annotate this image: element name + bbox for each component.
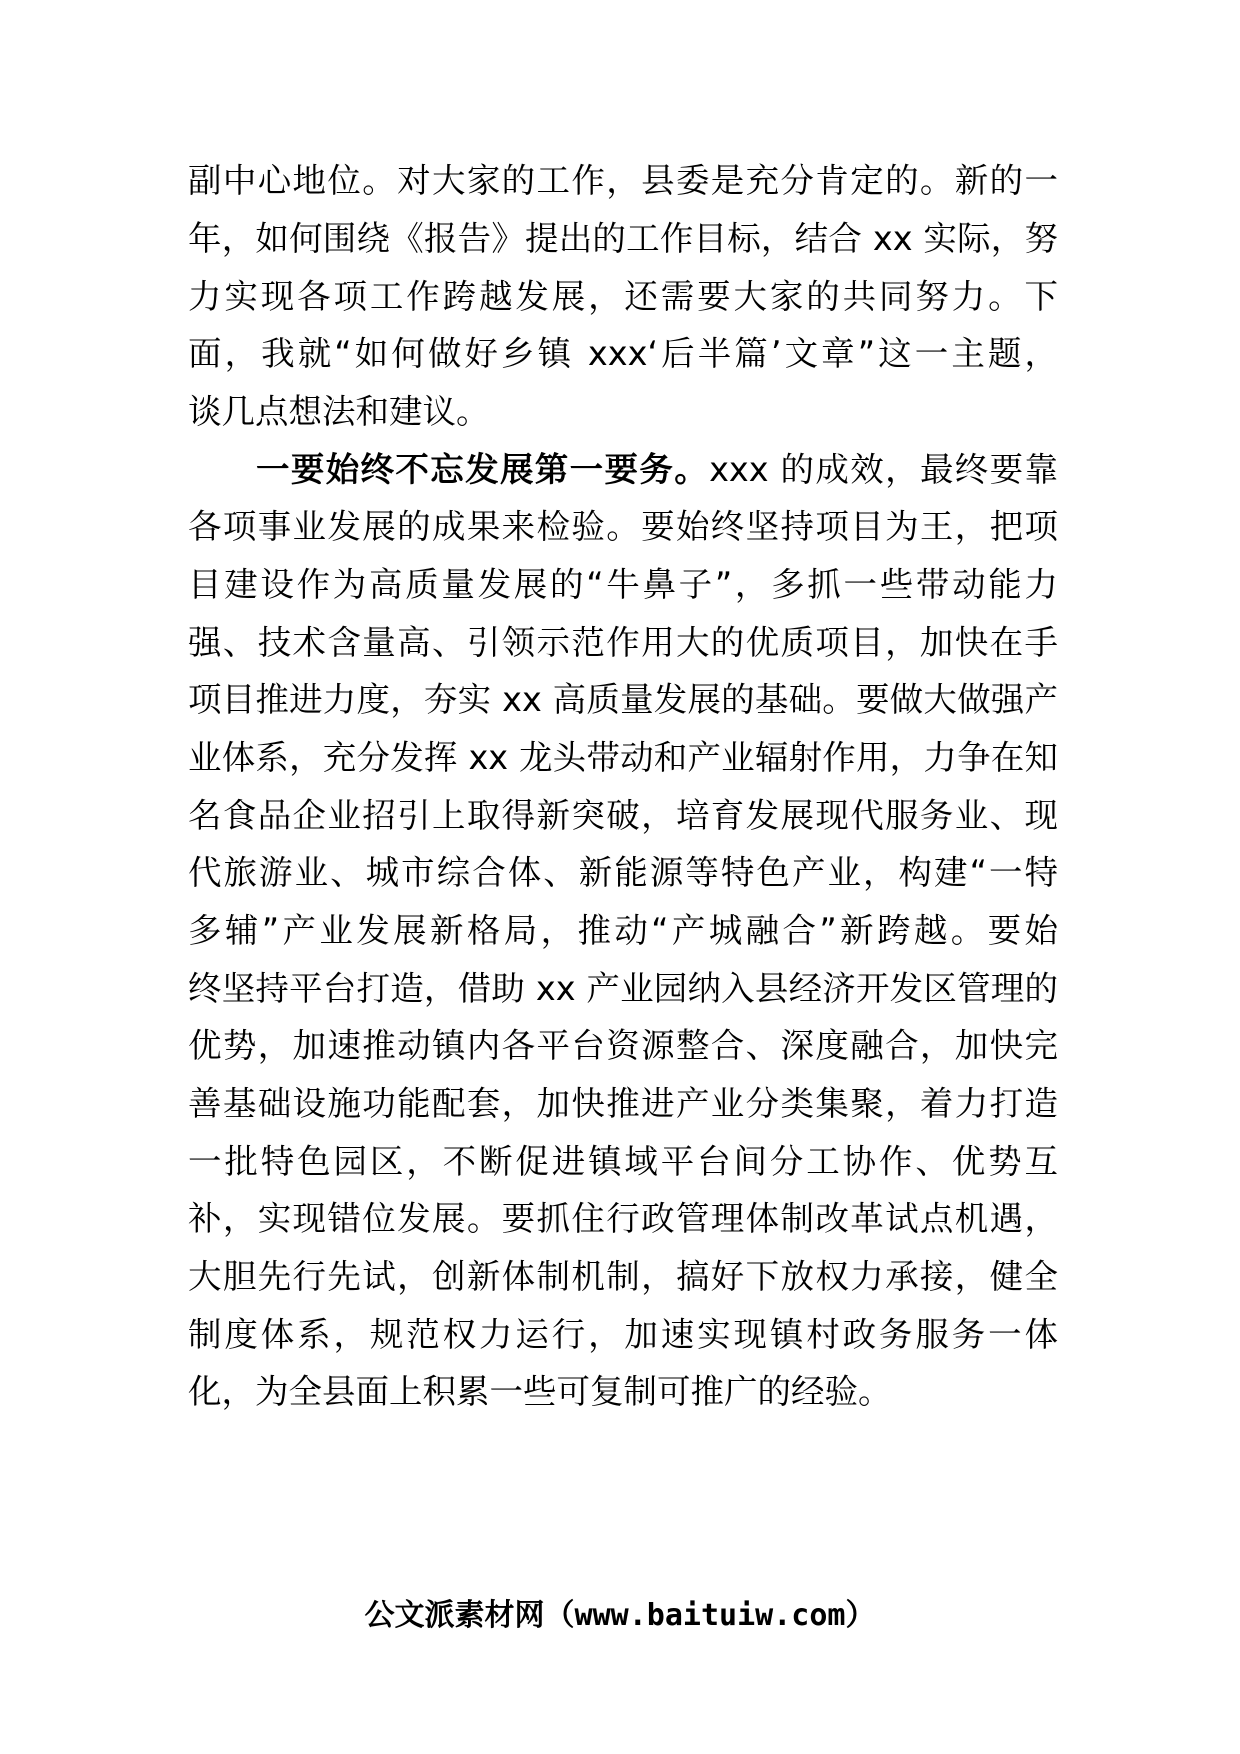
paragraph-1-line-5: 谈几点想法和建议。 bbox=[188, 392, 490, 431]
paragraph-2-line-9: 多辅”产业发展新格局，推动“产城融合”新跨越。要始 bbox=[188, 911, 1058, 950]
paragraph-2-line-2: 各项事业发展的成果来检验。要始终坚持项目为王，把项 bbox=[188, 507, 1058, 546]
paragraph-2-line-10: 终坚持平台打造，借助 xx 产业园纳入县经济开发区管理的 bbox=[188, 969, 1058, 1008]
paragraph-2-line-1-rest: xxx 的成效，最终要靠 bbox=[709, 450, 1059, 489]
paragraph-2-line-17: 化，为全县面上积累一些可复制可推广的经验。 bbox=[188, 1372, 892, 1411]
paragraph-2-line-5: 项目推进力度，夯实 xx 高质量发展的基础。要做大做强产 bbox=[188, 680, 1058, 719]
paragraph-2-line-12: 善基础设施功能配套，加快推进产业分类集聚，着力打造 bbox=[188, 1084, 1058, 1123]
paragraph-2-heading: 一要始终不忘发展第一要务。 bbox=[256, 450, 710, 489]
paragraph-2-line-13: 一批特色园区，不断促进镇域平台间分工协作、优势互 bbox=[188, 1142, 1058, 1181]
paragraph-1-line-1: 副中心地位。对大家的工作，县委是充分肯定的。新的一 bbox=[188, 161, 1058, 200]
paragraph-1-line-3: 力实现各项工作跨越发展，还需要大家的共同努力。下 bbox=[188, 277, 1058, 316]
paragraph-1-line-2: 年，如何围绕《报告》提出的工作目标，结合 xx 实际，努 bbox=[188, 219, 1058, 258]
paragraph-2-line-14: 补，实现错位发展。要抓住行政管理体制改革试点机遇， bbox=[188, 1199, 1058, 1238]
paragraph-2-line-6: 业体系，充分发挥 xx 龙头带动和产业辐射作用，力争在知 bbox=[188, 738, 1058, 777]
paragraph-2-line-7: 名食品企业招引上取得新突破，培育发展现代服务业、现 bbox=[188, 796, 1058, 835]
footer-paren-open: （ bbox=[544, 1598, 575, 1633]
footer-paren-close: ） bbox=[845, 1598, 876, 1633]
footer-url: www.baituiw.com bbox=[574, 1598, 846, 1633]
paragraph-2-line-3: 目建设作为高质量发展的“牛鼻子”，多抓一些带动能力 bbox=[188, 565, 1058, 604]
paragraph-2-line-8: 代旅游业、城市综合体、新能源等特色产业，构建“一特 bbox=[188, 853, 1058, 892]
footer-source bbox=[0, 1588, 1240, 1644]
paragraph-1-line-4: 面，我就“如何做好乡镇 xxx‘后半篇’文章”这一主题， bbox=[188, 334, 1058, 373]
footer-site-name: 公文派素材网 bbox=[364, 1598, 545, 1633]
paragraph-2-line-15: 大胆先行先试，创新体制机制，搞好下放权力承接，健全 bbox=[188, 1257, 1058, 1296]
paragraph-2-line-11: 优势，加速推动镇内各平台资源整合、深度融合，加快完 bbox=[188, 1026, 1058, 1065]
paragraph-2-line-16: 制度体系，规范权力运行，加速实现镇村政务服务一体 bbox=[188, 1315, 1058, 1354]
paragraph-2-line-4: 强、技术含量高、引领示范作用大的优质项目，加快在手 bbox=[188, 623, 1058, 662]
